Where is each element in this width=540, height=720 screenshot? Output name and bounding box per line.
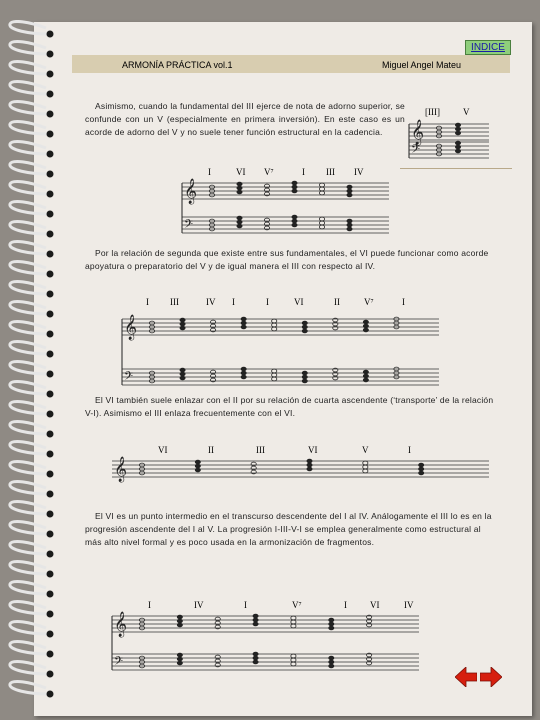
chord-label: VI: [158, 445, 168, 455]
note-head: [455, 141, 460, 145]
note-head: [177, 615, 182, 619]
paragraph-2: Por la relación de segunda que existe entre sus fundamentales, el VI puede funcionar como acorde apoyatura o preparatorio del V y de igual manera el III con respecto al IV.: [85, 248, 489, 271]
note-head: [241, 375, 246, 379]
spiral-ring: [10, 681, 48, 694]
spiral-ring: [10, 341, 48, 354]
note-head: [177, 661, 182, 665]
binding-hole: [47, 191, 54, 198]
spiral-ring: [10, 501, 48, 514]
note-head: [307, 467, 312, 471]
note-head: [241, 321, 246, 325]
chord-label: V⁷: [264, 167, 274, 177]
note-head: [237, 186, 242, 190]
note-head: [319, 183, 324, 187]
note-head: [307, 463, 312, 467]
paragraph-4: El VI es un punto intermedio en el transcurso descendente del I al IV. Análogamente el III lo es en la progresión ascendente del I al V. La progresión I-III-V-I se emplea generalmente como estructural al más alto nivel formal y es poco usada en la armonización de fragmentos.: [85, 511, 492, 547]
binding-hole: [47, 211, 54, 218]
chord-label: I: [408, 445, 411, 455]
spiral-ring: [10, 281, 48, 294]
note-head: [455, 123, 460, 127]
spiral-ring: [10, 81, 48, 94]
spiral-ring: [10, 621, 48, 634]
index-link[interactable]: INDICE: [465, 40, 511, 55]
note-head: [455, 127, 460, 131]
chord-label: V: [362, 445, 369, 455]
binding-hole: [47, 411, 54, 418]
note-head: [272, 319, 277, 323]
note-head: [302, 321, 307, 325]
bass-clef-icon: 𝄢: [114, 655, 124, 671]
note-head: [329, 664, 334, 668]
note-head: [347, 189, 352, 193]
chord-label: I: [302, 167, 305, 177]
note-head: [291, 662, 296, 666]
note-head: [241, 367, 246, 371]
binding-hole: [47, 311, 54, 318]
binding-hole: [47, 111, 54, 118]
note-head: [253, 618, 258, 622]
note-head: [253, 660, 258, 664]
chord-label: IV: [194, 600, 204, 610]
binding-hole: [47, 531, 54, 538]
chord-label: VI: [236, 167, 246, 177]
spiral-ring: [10, 581, 48, 594]
note-head: [291, 624, 296, 628]
note-head: [195, 460, 200, 464]
chord-label: I: [208, 167, 211, 177]
chord-label: V⁷: [364, 297, 374, 307]
paragraph-1: Asimismo, cuando la fundamental del III ejerce de nota de adorno superior, se confunde con un V (especialmente en primera inversión). En este caso es un acorde de adorno del V y no suele tener función estructural en la cadencia.: [85, 101, 405, 137]
note-head: [291, 620, 296, 624]
note-head: [363, 370, 368, 374]
note-head: [241, 317, 246, 321]
note-head: [363, 378, 368, 382]
spiral-ring: [10, 21, 48, 34]
music-example-3: [118, 295, 448, 395]
chord-label: I: [402, 297, 405, 307]
spiral-ring: [10, 661, 48, 674]
spiral-ring: [10, 101, 48, 114]
book-title: ARMONÍA PRÁCTICA vol.1: [122, 60, 233, 70]
note-head: [302, 375, 307, 379]
binding-hole: [47, 431, 54, 438]
binding-hole: [47, 471, 54, 478]
note-head: [363, 324, 368, 328]
note-head: [347, 185, 352, 189]
note-head: [253, 656, 258, 660]
note-head: [329, 626, 334, 630]
chord-label: VI: [294, 297, 304, 307]
note-head: [177, 657, 182, 661]
note-head: [177, 619, 182, 623]
note-head: [292, 223, 297, 227]
binding-hole: [47, 91, 54, 98]
chord-label: III: [326, 167, 335, 177]
binding-hole: [47, 491, 54, 498]
note-head: [180, 376, 185, 380]
music-example-4: [108, 443, 498, 513]
binding-hole: [47, 551, 54, 558]
binding-hole: [47, 151, 54, 158]
spiral-ring: [10, 401, 48, 414]
paragraph-3: El VI también suele enlazar con el II por su relación de cuarta ascendente (‘transporte’ de la relación V-I). Asimismo el III enlaza frecuentemente con el VI.: [85, 395, 494, 418]
chord-label: V⁷: [292, 600, 302, 610]
chord-label: IV: [404, 600, 414, 610]
spiral-ring: [10, 461, 48, 474]
spiral-ring: [10, 441, 48, 454]
note-head: [347, 223, 352, 227]
binding-hole: [47, 231, 54, 238]
spiral-binding: [0, 20, 60, 700]
note-head: [292, 181, 297, 185]
note-head: [241, 371, 246, 375]
binding-hole: [47, 251, 54, 258]
spiral-ring: [10, 241, 48, 254]
note-head: [237, 182, 242, 186]
binding-hole: [47, 171, 54, 178]
note-head: [195, 464, 200, 468]
spiral-ring: [10, 41, 48, 54]
note-head: [319, 191, 324, 195]
note-head: [302, 379, 307, 383]
chord-label: I: [244, 600, 247, 610]
music-example-1: [405, 102, 495, 162]
author-name: Miguel Angel Mateu: [382, 60, 462, 70]
chord-label: I: [232, 297, 235, 307]
chord-label: III: [170, 297, 179, 307]
chord-label: IV: [354, 167, 364, 177]
note-head: [180, 322, 185, 326]
spiral-ring: [10, 141, 48, 154]
note-head: [419, 471, 424, 475]
chord-label: II: [334, 297, 340, 307]
chord-label: [III]: [425, 107, 440, 117]
treble-clef-icon: 𝄞: [411, 120, 425, 145]
chord-label: II: [208, 445, 214, 455]
binding-hole: [47, 611, 54, 618]
note-head: [319, 221, 324, 225]
note-head: [253, 622, 258, 626]
note-head: [237, 224, 242, 228]
note-head: [272, 377, 277, 381]
note-head: [253, 652, 258, 656]
note-head: [363, 328, 368, 332]
music-example-2: [178, 165, 398, 240]
spiral-ring: [10, 541, 48, 554]
spiral-ring: [10, 481, 48, 494]
bass-clef-icon: 𝄢: [184, 218, 194, 234]
note-head: [455, 149, 460, 153]
note-head: [302, 329, 307, 333]
spiral-ring: [10, 421, 48, 434]
treble-clef-icon: 𝄞: [114, 457, 128, 482]
binding-hole: [47, 511, 54, 518]
binding-hole: [47, 631, 54, 638]
back-arrow-icon[interactable]: [455, 667, 477, 687]
note-head: [292, 189, 297, 193]
spiral-ring: [10, 201, 48, 214]
spiral-ring: [10, 181, 48, 194]
chord-label: V: [463, 107, 470, 117]
note-head: [272, 323, 277, 327]
treble-clef-icon: 𝄞: [114, 612, 128, 637]
bass-clef-icon: 𝄢: [124, 370, 134, 386]
note-head: [195, 468, 200, 472]
note-head: [272, 373, 277, 377]
treble-clef-icon: 𝄞: [184, 179, 198, 204]
binding-hole: [47, 71, 54, 78]
forward-arrow-icon[interactable]: [480, 667, 502, 687]
note-head: [180, 368, 185, 372]
spiral-ring: [10, 61, 48, 74]
note-head: [291, 654, 296, 658]
note-head: [363, 374, 368, 378]
spiral-ring: [10, 161, 48, 174]
spiral-ring: [10, 561, 48, 574]
spiral-ring: [10, 601, 48, 614]
note-head: [347, 227, 352, 231]
note-head: [291, 616, 296, 620]
note-head: [455, 145, 460, 149]
binding-hole: [47, 291, 54, 298]
spiral-ring: [10, 121, 48, 134]
note-head: [237, 220, 242, 224]
binding-hole: [47, 51, 54, 58]
binding-hole: [47, 391, 54, 398]
note-head: [363, 320, 368, 324]
note-head: [272, 369, 277, 373]
chord-label: I: [146, 297, 149, 307]
note-head: [329, 656, 334, 660]
note-head: [319, 217, 324, 221]
spiral-ring: [10, 301, 48, 314]
binding-hole: [47, 691, 54, 698]
divider: [400, 168, 512, 169]
note-head: [241, 325, 246, 329]
binding-hole: [47, 571, 54, 578]
binding-hole: [47, 131, 54, 138]
note-head: [291, 658, 296, 662]
spiral-ring: [10, 221, 48, 234]
note-head: [455, 131, 460, 135]
music-example-5: [108, 598, 428, 683]
note-head: [302, 325, 307, 329]
note-head: [347, 219, 352, 223]
note-head: [237, 216, 242, 220]
note-head: [329, 618, 334, 622]
binding-hole: [47, 351, 54, 358]
binding-hole: [47, 591, 54, 598]
chord-label: VI: [370, 600, 380, 610]
note-head: [419, 467, 424, 471]
binding-hole: [47, 451, 54, 458]
chord-label: I: [344, 600, 347, 610]
spiral-ring: [10, 381, 48, 394]
note-head: [292, 185, 297, 189]
binding-hole: [47, 331, 54, 338]
chord-label: III: [256, 445, 265, 455]
note-head: [177, 623, 182, 627]
note-head: [180, 326, 185, 330]
note-head: [347, 193, 352, 197]
note-head: [272, 327, 277, 331]
chord-label: I: [266, 297, 269, 307]
spiral-ring: [10, 261, 48, 274]
chord-label: IV: [206, 297, 216, 307]
note-head: [177, 653, 182, 657]
treble-clef-icon: 𝄞: [124, 315, 138, 340]
note-head: [363, 461, 368, 465]
chord-label: VI: [308, 445, 318, 455]
note-head: [363, 469, 368, 473]
binding-hole: [47, 671, 54, 678]
note-head: [319, 187, 324, 191]
note-head: [307, 459, 312, 463]
note-head: [419, 463, 424, 467]
note-head: [302, 371, 307, 375]
note-head: [253, 614, 258, 618]
spiral-ring: [10, 521, 48, 534]
page-header: [72, 55, 510, 73]
note-head: [363, 465, 368, 469]
spiral-ring: [10, 641, 48, 654]
bass-clef-icon: 𝄢: [411, 143, 421, 159]
note-head: [329, 660, 334, 664]
binding-hole: [47, 651, 54, 658]
note-head: [292, 215, 297, 219]
note-head: [237, 190, 242, 194]
note-head: [292, 219, 297, 223]
note-head: [180, 318, 185, 322]
chord-label: I: [148, 600, 151, 610]
binding-hole: [47, 271, 54, 278]
note-head: [329, 622, 334, 626]
spiral-ring: [10, 361, 48, 374]
binding-hole: [47, 371, 54, 378]
note-head: [319, 225, 324, 229]
spiral-ring: [10, 321, 48, 334]
binding-hole: [47, 31, 54, 38]
note-head: [180, 372, 185, 376]
